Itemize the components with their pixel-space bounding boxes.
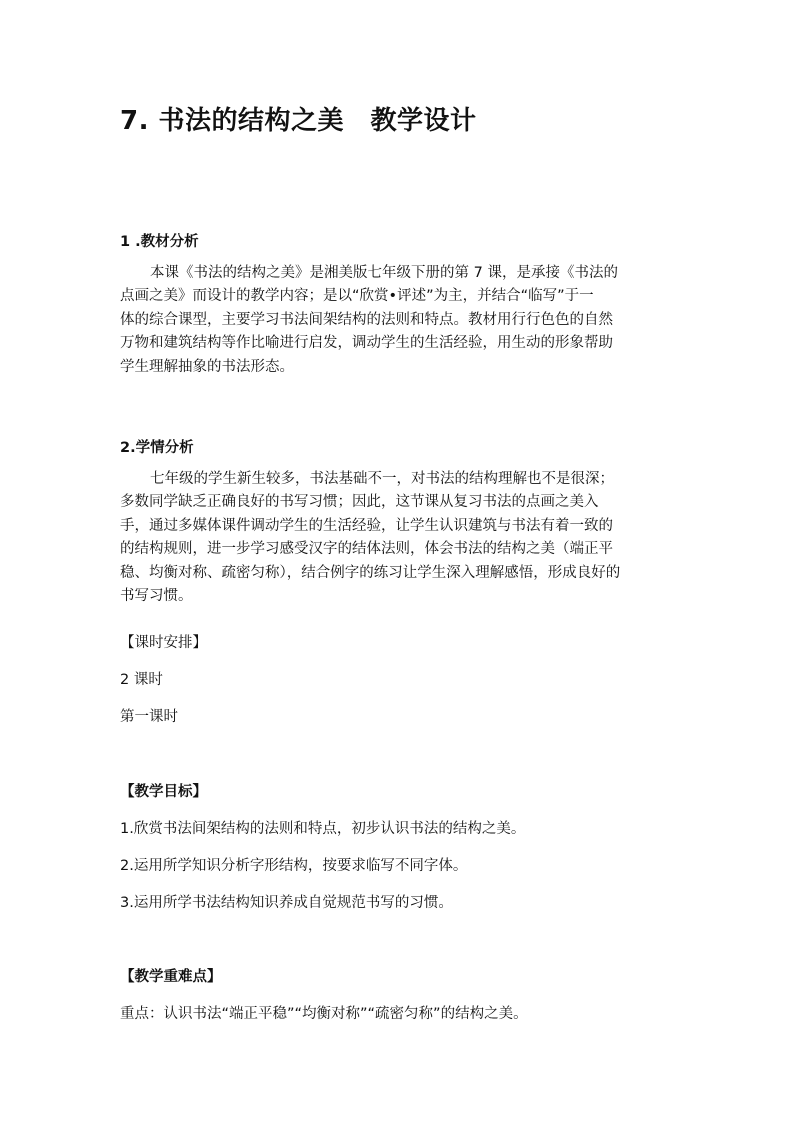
paragraph-line: 的结构规则，进一步学习感受汉字的结体法则，体会书法的结构之美（端正平	[120, 541, 613, 558]
goals-heading: 【教学目标】	[120, 784, 207, 800]
section-heading-textbook-analysis: 1 .教材分析	[120, 234, 199, 250]
paragraph-line: 稳、均衡对称、疏密匀称），结合例字的练习让学生深入理解感悟，形成良好的	[120, 564, 621, 581]
paragraph-textbook-analysis	[120, 262, 680, 379]
goal-item: 1.欣赏书法间架结构的法则和特点，初步认识书法的结构之美。	[120, 821, 526, 837]
paragraph-line: 七年级的学生新生较多，书法基础不一，对书法的结构理解也不是很深；	[150, 471, 614, 487]
paragraph-student-analysis	[120, 468, 680, 608]
section-heading-student-analysis: 2.学情分析	[120, 440, 194, 456]
schedule-heading: 【课时安排】	[120, 635, 207, 651]
schedule-hours: 2 课时	[120, 672, 163, 688]
schedule-first-lesson: 第一课时	[120, 709, 178, 725]
goal-item: 2.运用所学知识分析字形结构，按要求临写不同字体。	[120, 858, 468, 874]
keypoints-text: 重点：认识书法“端正平稳”“均衡对称”“疏密匀称”的结构之美。	[120, 1006, 528, 1022]
paragraph-line: 多数同学缺乏正确良好的书写习惯；因此，这节课从复习书法的点画之美入	[120, 494, 599, 511]
goal-item: 3.运用所学书法结构知识养成自觉规范书写的习惯。	[120, 895, 453, 911]
paragraph-line: 点画之美》而设计的教学内容；是以“欣赏•评述”为主，并结合“临写”于一	[120, 288, 594, 305]
paragraph-line: 体的综合课型，主要学习书法间架结构的法则和特点。教材用行行色色的自然	[120, 311, 613, 328]
keypoints-heading: 【教学重难点】	[120, 969, 222, 985]
paragraph-line: 手，通过多媒体课件调动学生的生活经验，让学生认识建筑与书法有着一致的	[120, 517, 613, 534]
paragraph-line: 万物和建筑结构等作比喻进行启发，调动学生的生活经验，用生动的形象帮助	[120, 335, 613, 352]
page-title: 7. 书法的结构之美 教学设计	[120, 106, 477, 136]
paragraph-line: 学生理解抽象的书法形态。	[120, 358, 294, 375]
paragraph-line: 本课《书法的结构之美》是湘美版七年级下册的第 7 课，是承接《书法的	[150, 265, 618, 281]
paragraph-line: 书写习惯。	[120, 588, 193, 605]
